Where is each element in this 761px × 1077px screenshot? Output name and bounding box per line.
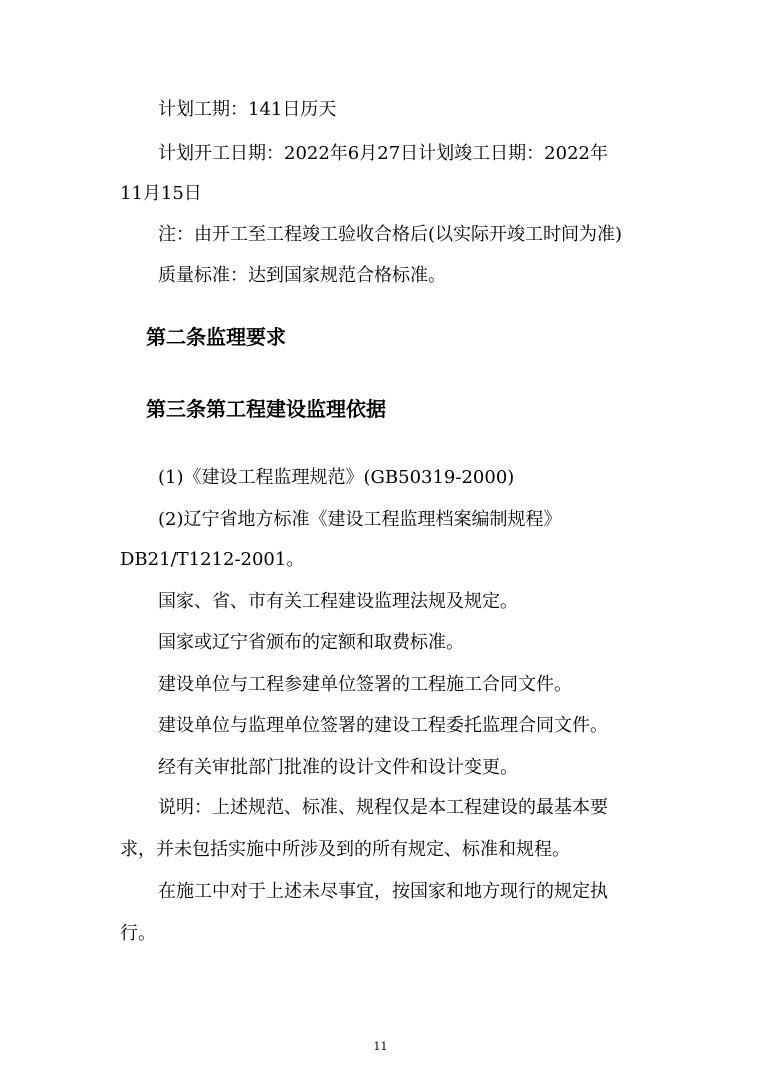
basis-item-4: 国家或辽宁省颁布的定额和取费标准。: [158, 632, 464, 653]
basis-item-6: 建设单位与监理单位签署的建设工程委托监理合同文件。: [158, 715, 608, 736]
explanation-line1: 说明：上述规范、标准、规程仅是本工程建设的最基本要: [158, 797, 608, 818]
page-number: 11: [373, 1040, 388, 1053]
basis-item-7: 经有关审批部门批准的设计文件和设计变更。: [158, 757, 518, 778]
plan-dates-line1: 计划开工日期：2022年6月27日计划竣工日期：2022年: [158, 143, 608, 164]
quality-standard: 质量标准：达到国家规范合格标准。: [158, 265, 446, 286]
basis-item-1: (1)《建设工程监理规范》(GB50319-2000): [158, 467, 515, 488]
heading-article-2: 第二条监理要求: [146, 325, 286, 349]
basis-item-2-line1: (2)辽宁省地方标准《建设工程监理档案编制规程》: [158, 509, 562, 530]
basis-item-2-line2: DB21/T1212-2001。: [120, 549, 305, 570]
final-paragraph-line2: 行。: [120, 923, 156, 944]
note-paragraph: 注：由开工至工程竣工验收合格后(以实际开竣工时间为准): [158, 224, 623, 245]
plan-duration: 计划工期：141日历天: [158, 99, 337, 120]
final-paragraph-line1: 在施工中对于上述未尽事宜，按国家和地方现行的规定执: [158, 881, 608, 902]
plan-dates-line2: 11月15日: [120, 183, 202, 204]
explanation-line2: 求，并未包括实施中所涉及到的所有规定、标准和规程。: [120, 839, 570, 860]
heading-article-3: 第三条第工程建设监理依据: [146, 397, 386, 421]
basis-item-5: 建设单位与工程参建单位签署的工程施工合同文件。: [158, 674, 572, 695]
basis-item-3: 国家、省、市有关工程建设监理法规及规定。: [158, 591, 518, 612]
